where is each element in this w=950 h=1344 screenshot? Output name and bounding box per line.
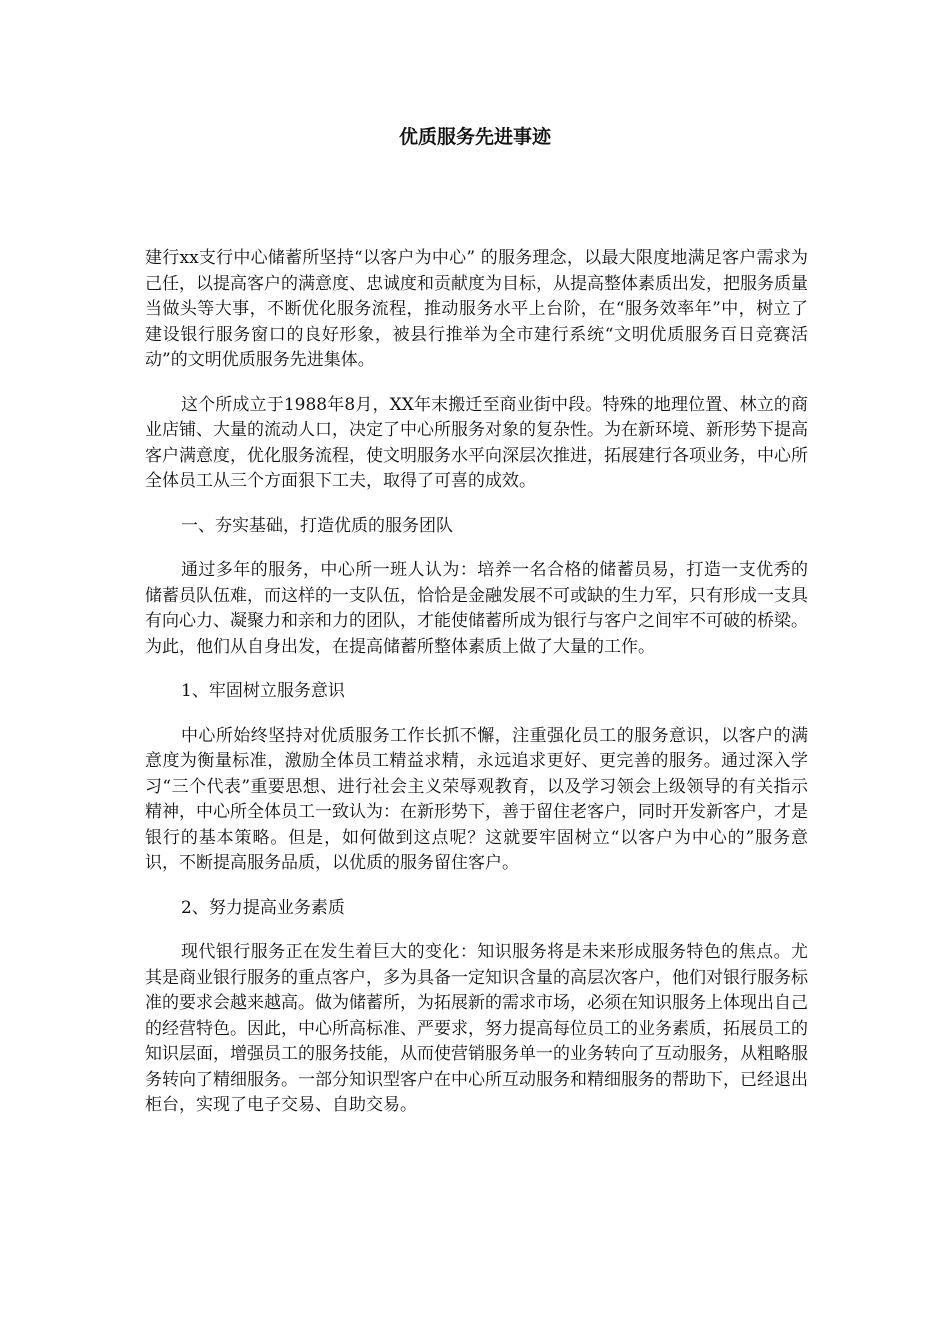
document-title: 优质服务先进事迹 <box>398 126 551 148</box>
paragraph-background: 这个所成立于1988年8月，XX年末搬迁至商业街中段。特殊的地理位置、林立的商业店铺、大量的流动人口，决定了中心所服务对象的复杂性。为在新环境、新形势下提高客户满意度，优化服务流程，使文明服务水平向深层次推进，拓展建行各项业务，中心所全体员工从三个方面狠下工夫，取得了可喜的成效。 <box>145 394 808 491</box>
paragraph-service-awareness: 中心所始终坚持对优质服务工作长抓不懈，注重强化员工的服务意识，以客户的满意度为衡量标准，激励全体员工精益求精，永远追求更好、更完善的服务。通过深入学习“三个代表”重要思想、进行社会主义荣辱观教育，以及学习领会上级领导的有关指示精神，中心所全体员工一致认为：在新形势下，善于留住老客户，同时开发新客户，才是银行的基本策略。但是，如何做到这点呢？这就要牢固树立“以客户为中心的”服务意识，不断提高服务品质，以优质的服务留住客户。 <box>145 725 808 873</box>
subsection-heading-1: 1、牢固树立服务意识 <box>181 681 345 701</box>
subsection-heading-2: 2、努力提高业务素质 <box>181 897 345 918</box>
paragraph-business-quality: 现代银行服务正在发生着巨大的变化：知识服务将是未来形成服务特色的焦点。尤其是商业银行服务的重点客户，多为具备一定知识含量的高层次客户，他们对银行服务标准的要求会越来越高。做为储蓄所，为拓展新的需求市场，必须在知识服务上体现出自己的经营特色。因此，中心所高标准、严要求，努力提高每位员工的业务素质，拓展员工的知识层面，增强员工的服务技能，从而使营销服务单一的业务转向了互动服务，从粗略服务转向了精细服务。一部分知识型客户在中心所互动服务和精细服务的帮助下，已经退出柜台，实现了电子交易、自助交易。 <box>145 942 808 1115</box>
document-body <box>145 246 808 1138</box>
paragraph-intro: 建行xx支行中心储蓄所坚持“以客户为中心” 的服务理念，以最大限度地满足客户需求为己任，以提高客户的满意度、忠诚度和贡献度为目标，从提高整体素质出发，把服务质量当做头等大事，不断优化服务流程，推动服务水平上台阶，在“服务效率年”中，树立了建设银行服务窗口的良好形象，被县行推举为全市建行系统“文明优质服务百日竞赛活动”的文明优质服务先进集体。 <box>145 248 808 370</box>
paragraph-team: 通过多年的服务，中心所一班人认为：培养一名合格的储蓄员易，打造一支优秀的储蓄员队伍难，而这样的一支队伍，恰恰是金融发展不可或缺的生力军，只有形成一支具有向心力、凝聚力和亲和力的团队，才能使储蓄所成为银行与客户之间牢不可破的桥梁。为此，他们从自身出发，在提高储蓄所整体素质上做了大量的工作。 <box>145 560 808 657</box>
section-heading-1: 一、夯实基础，打造优质的服务团队 <box>181 515 453 536</box>
